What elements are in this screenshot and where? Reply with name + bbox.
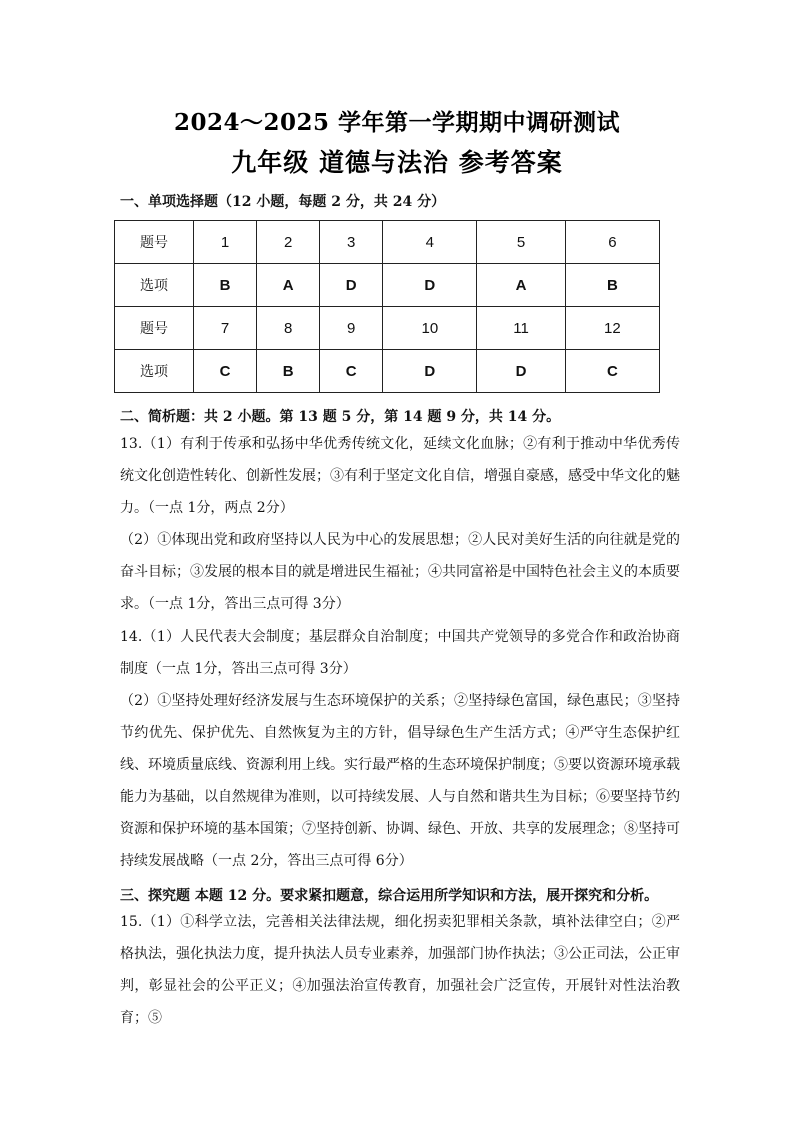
table-row [115,350,660,393]
answer-table [114,220,660,393]
question-number-cell: 1 [194,221,257,264]
answer-cell: B [257,350,320,393]
question-number-cell: 6 [565,221,659,264]
table-row [115,221,660,264]
question-number-cell: 4 [383,221,477,264]
answer-cell: A [477,264,565,307]
answer-cell: D [320,264,383,307]
question-number-cell: 7 [194,307,257,350]
answer-cell: A [257,264,320,307]
question-15-part-1-answer: 15.（1）①科学立法，完善相关法律法规，细化拐卖犯罪相关条款，填补法律空白；②严格执法，强化执法力度，提升执法人员专业素养，加强部门协作执法；③公正司法，公正审判，彰显社会的公平正义；④加强法治宣传教育，加强社会广泛宣传，开展针对性法治教育；⑤ [120,914,680,1026]
question-number-cell: 2 [257,221,320,264]
question-number-cell: 5 [477,221,565,264]
answer-cell: B [194,264,257,307]
question-14-part-1-answer: 14.（1）人民代表大会制度；基层群众自治制度；中国共产党领导的多党合作和政治协商制度（一点 1分，答出三点可得 3分） [120,629,680,677]
answer-cell: D [477,350,565,393]
section-2-heading: 二、简析题：共 2 小题。第 13 题 5 分，第 14 题 9 分，共 14 分。 [120,409,561,425]
question-number-cell: 8 [257,307,320,350]
question-number-cell: 10 [383,307,477,350]
answer-cell: B [565,264,659,307]
table-row [115,264,660,307]
exam-title: 2024～2025 学年第一学期期中调研测试 [173,109,621,136]
answer-cell: D [383,264,477,307]
question-label-cell: 题号 [115,307,194,350]
question-number-cell: 3 [320,221,383,264]
table-row [115,307,660,350]
question-13-part-2-answer: （2）①体现出党和政府坚持以人民为中心的发展思想；②人民对美好生活的向往就是党的奋斗目标；③发展的根本目的就是增进民生福祉；④共同富裕是中国特色社会主义的本质要求。（一点 1分，答出三点可得 3分） [120,532,680,612]
answer-cell: C [320,350,383,393]
answer-cell: C [565,350,659,393]
question-number-cell: 12 [565,307,659,350]
option-label-cell: 选项 [115,264,194,307]
question-14-part-2-answer: （2）①坚持处理好经济发展与生态环境保护的关系；②坚持绿色富国，绿色惠民；③坚持节约优先、保护优先、自然恢复为主的方针，倡导绿色生产生活方式；④严守生态保护红线、环境质量底线、资源利用上线。实行最严格的生态环境保护制度；⑤要以资源环境承载能力为基础，以自然规律为准则，以可持续发展、人与自然和谐共生为目标；⑥要坚持节约资源和保护环境的基本国策；⑦坚持创新、协调、绿色、开放、共享的发展理念；⑧坚持可持续发展战略（一点 2分，答出三点可得 6分） [120,693,680,869]
answer-cell: C [194,350,257,393]
question-13-part-1-answer: 13.（1）有利于传承和弘扬中华优秀传统文化，延续文化血脉；②有利于推动中华优秀传统文化创造性转化、创新性发展；③有利于坚定文化自信，增强自豪感，感受中华文化的魅力。（一点 1分，两点 2分） [120,436,680,516]
answer-key-title: 九年级 道德与法治 参考答案 [231,148,563,177]
question-number-cell: 9 [320,307,383,350]
answer-cell: D [383,350,477,393]
section-1-heading: 一、单项选择题（12 小题，每题 2 分，共 24 分） [120,194,446,210]
section-3-heading: 三、探究题 本题 12 分。要求紧扣题意，综合运用所学知识和方法，展开探究和分析。 [120,888,659,904]
option-label-cell: 选项 [115,350,194,393]
question-number-cell: 11 [477,307,565,350]
question-label-cell: 题号 [115,221,194,264]
